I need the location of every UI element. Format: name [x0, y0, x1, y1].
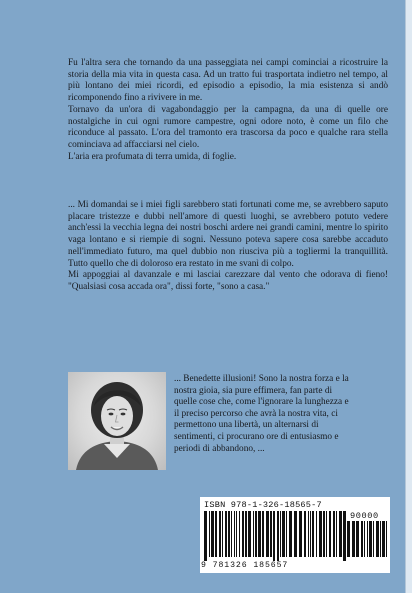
- barcode-bar: [316, 511, 317, 557]
- barcode-bar: [312, 511, 314, 557]
- barcode-bar: [326, 511, 327, 557]
- barcode-bar: [361, 521, 363, 557]
- barcode-bar: [380, 521, 381, 557]
- spine-edge: [405, 0, 412, 593]
- barcode-bar: [204, 511, 207, 561]
- barcode-bar: [215, 511, 217, 557]
- photo-side-quote: ... Benedette illusioni! Sono la nostra forza e la nostra gioia, sia pure effimera, fan parte di quelle cose che, come l'ignorare la lunghezza e il preciso percorso che avrà la nostra vita, ci permettono una libertà, un alternarsi di sentimenti, ci procurano ore di entusiasmo e periodi di abbandono, ...: [174, 374, 349, 454]
- barcode-bar: [258, 511, 261, 557]
- barcode-bar: [234, 511, 235, 557]
- barcode-bar: [347, 521, 350, 557]
- barcode-addon-number: 90000: [350, 511, 379, 521]
- barcode-bar: [286, 511, 287, 557]
- barcode-bar: [323, 511, 325, 557]
- barcode-bar: [255, 511, 257, 557]
- ean-number: 9 781326 185657: [201, 561, 289, 570]
- barcode-bar: [225, 511, 227, 557]
- barcode-bar: [209, 511, 210, 557]
- barcode-bar: [386, 521, 387, 557]
- barcode-bar: [308, 511, 309, 557]
- barcode-bar: [336, 511, 337, 557]
- barcode-bar: [352, 521, 355, 557]
- author-portrait-photo: [68, 372, 166, 470]
- barcode-bar: [343, 511, 346, 561]
- barcode-bar: [367, 521, 368, 557]
- barcode-bar: [333, 511, 335, 557]
- barcode-bar: [310, 511, 311, 557]
- barcode-bar: [364, 521, 365, 557]
- barcode-bar: [242, 511, 244, 557]
- barcode-bar: [239, 511, 240, 557]
- barcode-bar: [273, 511, 275, 561]
- barcode-bar: [376, 521, 379, 557]
- barcode-bar: [369, 521, 372, 557]
- barcode-bar: [299, 511, 302, 557]
- blurb-paragraph-2: ... Mi domandai se i miei figli sarebbero stati fortunati come me, se avrebbero saputo placare tristezze e dubbi nell'amore di questi luoghi, se avrebbero potuto vedere anch'essi la vecchia legna dei nostri boschi ardere nei grandi camini, mentre lo spirito vaga lontano e si riempie di sogni. Nessuno poteva sapere cosa sarebbe accaduto nell'immediato futuro, ma quel dubbio non riusciva più a togliermi la tranquillità. Tutto quello che di doloroso era restato in me svanì di colpo. Mi appoggiai al davanzale e mi lasciai carezzare dal vento che odorava di fieno! "Qualsiasi cosa accada ora", dissi forte, "sono a casa.": [68, 200, 388, 292]
- barcode-bar: [222, 511, 223, 557]
- barcode-bar: [277, 511, 279, 561]
- barcode-bar: [339, 511, 342, 557]
- barcode-bar: [211, 511, 214, 557]
- barcode-bar: [329, 511, 331, 557]
- barcode-bar: [382, 521, 385, 557]
- barcode-bar: [282, 511, 285, 557]
- barcode-bar: [236, 511, 237, 557]
- barcode-bar: [248, 511, 251, 557]
- isbn-number: ISBN 978-1-326-18565-7: [204, 500, 322, 510]
- ean-barcode-bars: [204, 511, 346, 561]
- addon-barcode-bars: [347, 521, 387, 561]
- portrait-drawing: [68, 372, 166, 470]
- barcode-bar: [231, 511, 232, 557]
- barcode-bar: [266, 511, 269, 557]
- barcode-bar: [219, 511, 221, 557]
- barcode-bar: [356, 521, 359, 557]
- barcode-bar: [228, 511, 230, 557]
- barcode-bar: [319, 511, 322, 557]
- barcode-bar: [253, 511, 254, 557]
- barcode-bar: [289, 511, 292, 557]
- barcode-bar: [304, 511, 306, 557]
- barcode-bar: [373, 521, 374, 557]
- barcode-bar: [245, 511, 247, 557]
- barcode-bar: [294, 511, 297, 557]
- isbn-barcode: [200, 497, 390, 573]
- barcode-bar: [262, 511, 264, 557]
- barcode-bar: [270, 511, 272, 557]
- barcode-bar: [280, 511, 281, 557]
- blurb-paragraph-1: Fu l'altra sera che tornando da una passeggiata nei campi cominciai a ricostruire la storia della mia vita in questa casa. Ad un tratto fui trasportata indietro nel tempo, al più lontano dei miei ricordi, ed episodio a episodio, la mia esistenza si andò ricomponendo fino a rivivere in me. Tornavo da un'ora di vagabondaggio per la campagna, da una di quelle ore nostalgiche in cui ogni rumore campestre, ogni odore noto, è come un filo che riconduce al passato. L'ora del tramonto era trascorsa da poco e qualche rara stella cominciava ad affacciarsi nel cielo. L'aria era profumata di terra umida, di foglie.: [68, 58, 388, 162]
